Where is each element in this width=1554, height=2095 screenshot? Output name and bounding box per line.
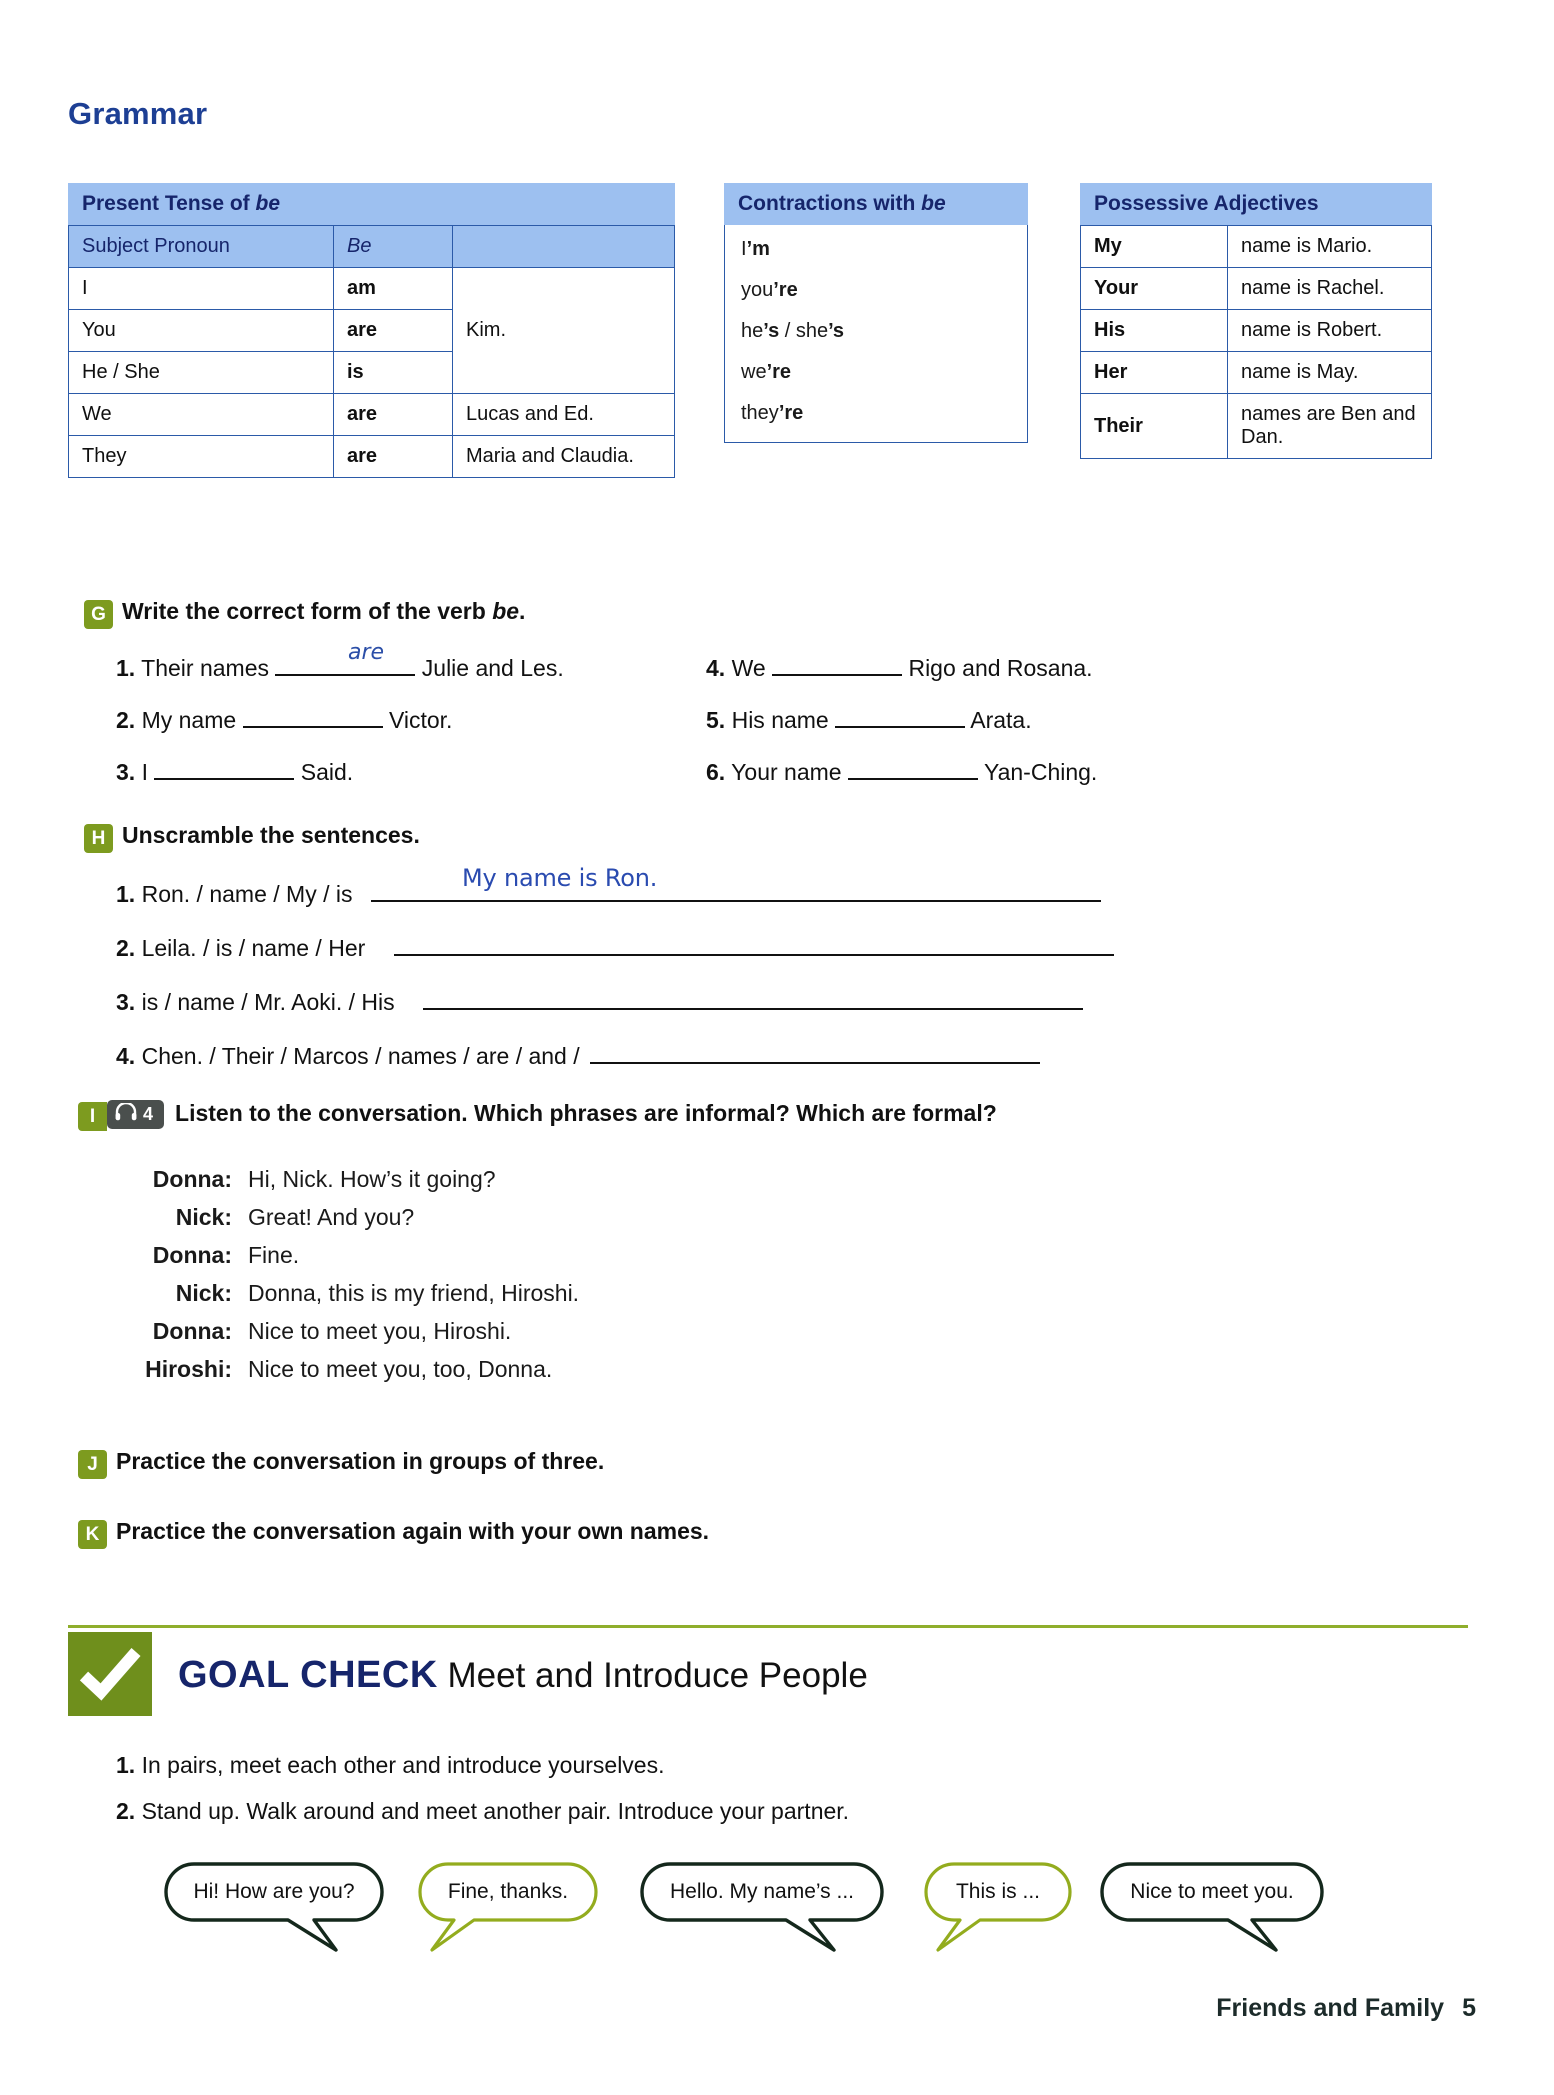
cell-sentence: name is Mario.: [1228, 226, 1432, 268]
exercise-tag-g: G: [84, 600, 113, 629]
page-number: 5: [1462, 1994, 1476, 2022]
exercise-tag-h: H: [84, 824, 113, 853]
speech-bubble-text: Nice to meet you.: [1130, 1880, 1294, 1903]
item-text: In pairs, meet each other and introduce yourselves.: [141, 1752, 665, 1778]
item-text-after: Arata.: [970, 707, 1032, 734]
cell-be: are: [334, 310, 453, 352]
speech-bubble-2: [418, 1858, 598, 1958]
dialogue-text: Donna, this is my friend, Hiroshi.: [248, 1280, 580, 1306]
grammar-box-possessive-adjectives: [1080, 183, 1432, 459]
headphones-icon: [115, 1103, 137, 1126]
goal-check-title: [178, 1655, 868, 1697]
answer-blank[interactable]: [423, 984, 1083, 1010]
exercise-g-item-3: [116, 754, 353, 786]
item-text: Stand up. Walk around and meet another pair. Introduce your partner.: [141, 1798, 850, 1824]
speech-bubble-text: Fine, thanks.: [447, 1880, 569, 1903]
speech-bubble-1: [164, 1858, 384, 1958]
audio-track-badge[interactable]: [107, 1100, 164, 1129]
table-header-row: [69, 226, 675, 268]
col-header-subject-pronoun: Subject Pronoun: [69, 226, 334, 268]
exercise-i-heading: [78, 1100, 997, 1131]
goal-check-label: GOAL CHECK: [178, 1654, 438, 1696]
col-header-be: Be: [334, 226, 453, 268]
grammar-box-present-tense: [68, 183, 675, 478]
exercise-k-instruction: Practice the conversation again with your own names.: [116, 1518, 710, 1544]
answer-blank[interactable]: [243, 702, 383, 728]
dialogue-speaker: Nick:: [175, 1280, 232, 1306]
cell-adjective: Her: [1081, 352, 1228, 394]
exercise-i-instruction: Listen to the conversation. Which phrases are informal? Which are formal?: [175, 1100, 997, 1126]
audio-track-number: 4: [143, 1104, 154, 1125]
scrambled-words: is / name / Mr. Aoki. / His: [141, 989, 395, 1016]
dialogue-text: Nice to meet you, Hiroshi.: [248, 1318, 512, 1344]
answer-blank[interactable]: [394, 930, 1114, 956]
cell-pronoun: I: [69, 268, 334, 310]
exercise-tag-i: I: [78, 1102, 107, 1131]
cell-pronoun: He / She: [69, 352, 334, 394]
cell-complement: Kim.: [453, 268, 675, 394]
table-row: [1081, 394, 1432, 459]
table-row: [69, 436, 675, 478]
speech-bubble-text: Hi! How are you?: [193, 1880, 355, 1903]
item-number: 4.: [706, 655, 726, 682]
cell-be: am: [334, 268, 453, 310]
exercise-j-heading: [78, 1448, 604, 1479]
dialogue-speaker: Donna:: [152, 1166, 232, 1192]
table-row: [1081, 352, 1432, 394]
cell-be: are: [334, 394, 453, 436]
exercise-g-item-6: [706, 754, 1097, 786]
exercise-g-instruction: Write the correct form of the verb be.: [122, 598, 526, 624]
item-number: 2.: [116, 935, 136, 962]
scrambled-words: Leila. / is / name / Her: [141, 935, 366, 962]
cell-complement: Maria and Claudia.: [453, 436, 675, 478]
dialogue-line: [96, 1312, 579, 1350]
dialogue-line: [96, 1160, 579, 1198]
speech-bubble-row: [0, 1820, 1554, 1960]
table-row: [1081, 268, 1432, 310]
exercise-g-item-4: [706, 650, 1093, 682]
exercise-h-heading: [84, 822, 420, 853]
dialogue-speaker: Donna:: [152, 1318, 232, 1344]
item-number: 2.: [116, 1798, 136, 1824]
conversation-transcript: [96, 1160, 579, 1388]
page-footer: [1216, 1994, 1476, 2023]
answer-blank[interactable]: [590, 1038, 1040, 1064]
table-row: [1081, 310, 1432, 352]
item-number: 1.: [116, 881, 136, 908]
list-item: we’re: [741, 361, 792, 384]
cell-complement: Lucas and Ed.: [453, 394, 675, 436]
handwritten-answer-h1: My name is Ron.: [462, 864, 658, 892]
dialogue-text: Nice to meet you, too, Donna.: [248, 1356, 553, 1382]
item-number: 4.: [116, 1043, 136, 1070]
list-item: they’re: [741, 402, 804, 425]
answer-blank[interactable]: [772, 650, 902, 676]
cell-sentence: name is Rachel.: [1228, 268, 1432, 310]
cell-adjective: My: [1081, 226, 1228, 268]
dialogue-line: [96, 1198, 579, 1236]
exercise-h-item-4: [116, 1038, 1040, 1070]
cell-pronoun: They: [69, 436, 334, 478]
list-item: you’re: [741, 279, 798, 302]
present-tense-title: Present Tense of be: [68, 183, 675, 225]
page-section-title: Grammar: [68, 96, 208, 131]
answer-blank[interactable]: [275, 650, 415, 676]
speech-bubble-4: [924, 1858, 1072, 1958]
cell-pronoun: You: [69, 310, 334, 352]
goal-check-item-1: [116, 1752, 664, 1779]
dialogue-line: [96, 1350, 579, 1388]
cell-sentence: name is Robert.: [1228, 310, 1432, 352]
speech-bubble-5: [1100, 1858, 1324, 1958]
item-text-before: Their names: [141, 655, 269, 682]
cell-be: are: [334, 436, 453, 478]
answer-blank[interactable]: [835, 702, 965, 728]
item-text-before: Your name: [731, 759, 842, 786]
scrambled-words: Chen. / Their / Marcos / names / are / and /: [141, 1043, 580, 1070]
item-text-after: Julie and Les.: [421, 655, 564, 682]
contractions-list: [724, 225, 1028, 443]
dialogue-line: [96, 1274, 579, 1312]
dialogue-text: Great! And you?: [248, 1204, 415, 1230]
dialogue-text: Hi, Nick. How’s it going?: [248, 1166, 496, 1192]
item-text-after: Rigo and Rosana.: [908, 655, 1093, 682]
exercise-j-instruction: Practice the conversation in groups of three.: [116, 1448, 605, 1474]
item-text-before: His name: [731, 707, 829, 734]
speech-bubble-text: Hello. My name’s ...: [669, 1880, 854, 1903]
list-item: I’m: [741, 238, 770, 261]
exercise-h-item-2: [116, 930, 1114, 962]
dialogue-text: Fine.: [248, 1242, 300, 1268]
dialogue-line: [96, 1236, 579, 1274]
exercise-tag-k: K: [78, 1520, 107, 1549]
item-number: 2.: [116, 707, 136, 734]
table-row: [69, 394, 675, 436]
exercise-k-heading: [78, 1518, 709, 1549]
goal-check-goal: Meet and Introduce People: [447, 1656, 868, 1695]
possessive-title: Possessive Adjectives: [1080, 183, 1432, 225]
item-number: 1.: [116, 655, 136, 682]
handwritten-answer-g1: are: [348, 640, 385, 665]
list-item: he’s / she’s: [741, 320, 845, 343]
cell-adjective: Your: [1081, 268, 1228, 310]
answer-blank[interactable]: [154, 754, 294, 780]
grammar-box-contractions: [724, 183, 1028, 443]
cell-sentence: name is May.: [1228, 352, 1432, 394]
item-text-before: My name: [141, 707, 237, 734]
table-row: [69, 268, 675, 310]
footer-unit-title: Friends and Family: [1216, 1994, 1445, 2022]
speech-bubble-text: This is ...: [955, 1880, 1040, 1903]
item-text-before: I: [141, 759, 148, 786]
item-number: 3.: [116, 759, 136, 786]
speech-bubble-3: [640, 1858, 884, 1958]
item-text-before: We: [731, 655, 766, 682]
check-mark-icon: [68, 1632, 152, 1716]
exercise-h-instruction: Unscramble the sentences.: [122, 822, 420, 848]
item-number: 1.: [116, 1752, 136, 1778]
item-text-after: Said.: [300, 759, 354, 786]
scrambled-words: Ron. / name / My / is: [141, 881, 353, 908]
dialogue-speaker: Hiroshi:: [145, 1356, 232, 1382]
cell-pronoun: We: [69, 394, 334, 436]
cell-sentence: names are Ben and Dan.: [1228, 394, 1432, 459]
exercise-g-item-1: [116, 650, 564, 682]
possessive-table: [1080, 225, 1432, 459]
exercise-g-item-5: [706, 702, 1032, 734]
answer-blank[interactable]: [848, 754, 978, 780]
exercise-g-heading: [84, 598, 525, 629]
item-number: 6.: [706, 759, 726, 786]
table-row: [1081, 226, 1432, 268]
dialogue-speaker: Donna:: [152, 1242, 232, 1268]
cell-be: is: [334, 352, 453, 394]
item-number: 3.: [116, 989, 136, 1016]
item-text-after: Victor.: [388, 707, 453, 734]
exercise-g-item-2: [116, 702, 452, 734]
item-text-after: Yan-Ching.: [983, 759, 1098, 786]
cell-adjective: Their: [1081, 394, 1228, 459]
cell-adjective: His: [1081, 310, 1228, 352]
col-header-complement: [453, 226, 675, 268]
present-tense-table: [68, 225, 675, 478]
exercise-h-item-3: [116, 984, 1083, 1016]
goal-check-divider: [68, 1625, 1468, 1628]
dialogue-speaker: Nick:: [175, 1204, 232, 1230]
exercise-tag-j: J: [78, 1450, 107, 1479]
item-number: 5.: [706, 707, 726, 734]
contractions-title: Contractions with be: [724, 183, 1028, 225]
